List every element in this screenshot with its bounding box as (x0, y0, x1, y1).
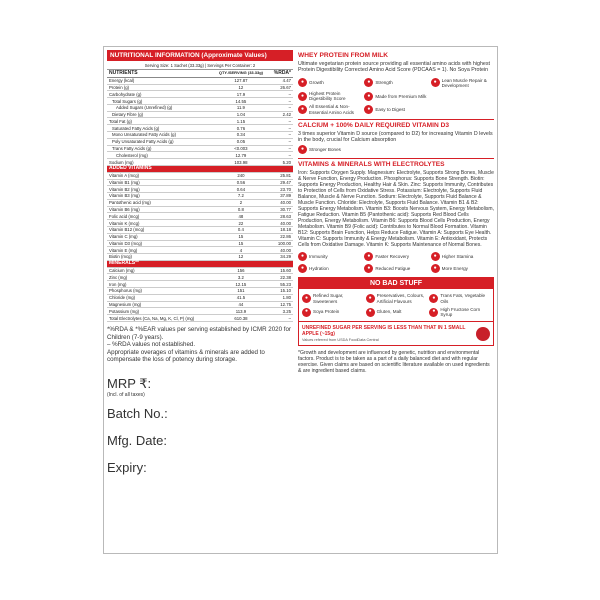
nutrient-rda: 40.00 (265, 220, 293, 227)
strength-icon: ● (364, 78, 373, 87)
no-trans-fat-icon: ● (429, 294, 438, 303)
nutrient-name: Calcium (mg) (107, 267, 217, 274)
nutrient-qty: 0.76 (217, 125, 265, 132)
nutrient-rda: – (265, 125, 293, 132)
table-row (107, 206, 293, 213)
table-row (107, 301, 293, 308)
nutrient-qty: 610.38 (217, 315, 265, 322)
nutrient-qty: 15 (217, 233, 265, 240)
fatigue-icon: ● (364, 264, 373, 273)
immunity-icon: ● (298, 252, 307, 261)
minerals-section (107, 260, 293, 267)
table-row (107, 199, 293, 206)
nutrient-rda: 22.86 (265, 233, 293, 240)
nutrient-rda: – (265, 152, 293, 159)
nutrient-name: Added Sugars (Unrefined) (g) (107, 104, 217, 111)
nutrient-qty: 12 (217, 84, 265, 91)
table-row (107, 118, 293, 125)
benefit-label: Higher Stamina (441, 254, 474, 260)
benefits-panel (298, 50, 494, 374)
benefit-label: All Essential & Non-Essential Amino Acids (309, 104, 354, 115)
nutrient-name: Vitamin B3 (mg) (107, 193, 217, 200)
table-row (107, 91, 293, 98)
nutrient-name: Poly Unsaturated Fatty Acids (g) (107, 138, 217, 145)
nutrient-qty: 1.15 (217, 118, 265, 125)
no-preservatives-icon: ● (366, 294, 375, 303)
vitamins-title: VITAMINS & MINERALS WITH ELECTROLYTES (298, 161, 445, 169)
stronger-bones (298, 145, 494, 154)
benefit-item (302, 307, 363, 317)
benefit-item (431, 264, 494, 273)
vitamins-section (107, 165, 293, 172)
no-hfcs-icon: ● (429, 308, 438, 317)
nutrient-rda: – (265, 118, 293, 125)
table-header (107, 70, 293, 77)
nutrient-qty: 7.2 (217, 193, 265, 200)
nutrient-rda: – (265, 91, 293, 98)
benefit-item (302, 293, 363, 303)
nutrient-qty: 103.98 (217, 159, 265, 166)
table-row (107, 98, 293, 105)
no-bad-stuff-title: NO BAD STUFF (299, 278, 493, 289)
nutrient-name: Vitamin K (mcg) (107, 220, 217, 227)
no-bad-stuff-box (298, 277, 494, 346)
calcium-text: 3 times superior Vitamin D source (compared to D2) for increasing Vitamin D levels in the body, crucial for Calcium absorption (298, 130, 493, 144)
benefit-item (431, 78, 494, 88)
nutrient-qty: 44 (217, 301, 265, 308)
nutrient-name: Vitamin A (mcg) (107, 172, 217, 179)
nutrient-name: Zinc (mg) (107, 274, 217, 281)
benefit-label: Trans Fats, Vegetable Oils (440, 293, 486, 304)
nutrient-name: Carbohydrate (g) (107, 91, 217, 98)
amino-icon: ● (298, 105, 307, 114)
benefit-item (366, 307, 427, 317)
nutrient-qty: 127.87 (217, 77, 265, 84)
table-row (107, 125, 293, 132)
nutrient-qty: 0.8 (217, 206, 265, 213)
nutrient-name: Vitamin B6 (mg) (107, 206, 217, 213)
table-row (107, 281, 293, 288)
benefit-item (431, 252, 494, 261)
table-row (107, 308, 293, 315)
minerals-section-label: MINERALS** (107, 260, 293, 267)
nutrient-rda: 5.20 (265, 159, 293, 166)
growth-icon: ● (298, 78, 307, 87)
nutrition-table (107, 70, 293, 322)
nutrient-qty: 41.5 (217, 294, 265, 301)
nutrition-title: NUTRITIONAL INFORMATION (Approximate Values) (107, 50, 293, 61)
milk-icon: ● (364, 92, 373, 101)
col-nutrients: NUTRIENTS (107, 70, 217, 77)
sugar-text: UNREFINED SUGAR PER SERVING IS LESS THAN THAT IN 1 SMALL APPLE (~15g) (302, 325, 466, 338)
nutrient-name: Vitamin B2 (mg) (107, 186, 217, 193)
note-na: – %RDA values not established. (107, 341, 196, 349)
table-row (107, 220, 293, 227)
table-row (107, 145, 293, 152)
energy-icon: ● (431, 264, 440, 273)
nutrient-rda: 28.63 (265, 213, 293, 220)
note-rda: *%RDA & *%EAR values per serving established by ICMR 2020 for Children (7-9 years). (107, 325, 291, 341)
table-row (107, 172, 293, 179)
nutrient-rda: 1.80 (265, 294, 293, 301)
benefit-label: Soya Protein (313, 309, 340, 315)
nutrient-name: Potassium (mg) (107, 308, 217, 315)
nutrient-qty: 4 (217, 247, 265, 254)
table-row (107, 111, 293, 118)
table-row (107, 226, 293, 233)
nutrient-rda: 40.00 (265, 199, 293, 206)
nutrient-qty: 240 (217, 172, 265, 179)
nutrient-rda: 34.29 (265, 254, 293, 261)
nutrient-qty: 0.05 (217, 138, 265, 145)
nutrient-qty: 11.9 (217, 104, 265, 111)
benefit-label: Faster Recovery (375, 254, 410, 260)
benefit-label: Reduced Fatigue (375, 266, 411, 272)
benefit-label: Hydration (309, 266, 329, 272)
mfg-date-field: Mfg. Date: (107, 432, 167, 448)
table-row (107, 179, 293, 186)
benefit-item (366, 293, 427, 303)
recovery-icon: ● (364, 252, 373, 261)
nutrition-notes (107, 326, 293, 364)
nutrient-name: Dietary Fibre (g) (107, 111, 217, 118)
nutrient-rda: – (265, 315, 293, 322)
nutrient-name: Pantothenic acid (mg) (107, 199, 217, 206)
benefit-item (364, 264, 427, 273)
table-row (107, 288, 293, 295)
table-row (107, 213, 293, 220)
nutrient-qty: 15 (217, 240, 265, 247)
apple-icon (476, 327, 490, 341)
benefit-label: Easy to Digest (375, 107, 405, 112)
whey-icons (298, 78, 494, 115)
whey-text: Ultimate vegetarian protein source providing all essential amino acids with highest Protein Digestibility Corrected Amino Acid Score (PDCAAS = 1). No Soya Protein (298, 61, 490, 74)
stamina-icon: ● (431, 252, 440, 261)
nutrient-rda: – (265, 132, 293, 139)
benefit-label: Lean Muscle Repair & Development (441, 77, 487, 88)
nutrient-rda: 3.25 (265, 308, 293, 315)
benefit-item (298, 264, 361, 273)
nutrient-qty: 1.04 (217, 111, 265, 118)
batch-field: Batch No.: (107, 405, 168, 421)
nutrient-rda: 4.47 (265, 77, 293, 84)
stronger-bones-label: Stronger Bones (309, 147, 341, 153)
nutrient-rda: – (265, 138, 293, 145)
nutrient-name: Protein (g) (107, 84, 217, 91)
nutrient-qty: 0.34 (217, 132, 265, 139)
bones-icon: ● (298, 145, 307, 154)
nutrient-qty: 48 (217, 213, 265, 220)
nutrient-name: Total Fat (g) (107, 118, 217, 125)
whey-title: WHEY PROTEIN FROM MILK (298, 52, 388, 59)
benefit-item (429, 293, 490, 303)
nutrient-name: Vitamin C (mg) (107, 233, 217, 240)
nutrient-name: Mono Unsaturated Fatty Acids (g) (107, 132, 217, 139)
nutrient-qty: 22 (217, 220, 265, 227)
nutrient-name: Phosphorus (mg) (107, 288, 217, 295)
table-row (107, 274, 293, 281)
nutrient-qty: 12 (217, 254, 265, 261)
nutrient-qty: 12.79 (217, 152, 265, 159)
divider (298, 119, 494, 120)
mrp-label: MRP ₹: (107, 375, 152, 391)
table-row (107, 240, 293, 247)
benefit-label: Preservatives, Colours, Artificial Flavours (376, 293, 425, 304)
benefit-item (364, 252, 427, 261)
sugar-source: Values referred from USDA FoodData Central (302, 338, 379, 343)
sugar-callout (299, 321, 493, 345)
calcium-title: CALCIUM + 100% DAILY REQUIRED VITAMIN D3 (298, 121, 450, 129)
benefit-label: Refined Sugar, Sweeteners (313, 293, 344, 304)
nutrient-name: Trans Fatty Acids (g) (107, 145, 217, 152)
nutrient-name: Biotin (mcg) (107, 254, 217, 261)
benefit-label: Highest Protein Digestibility Score (309, 91, 346, 102)
nutrient-name: Total Electrolytes (Ca, Na, Mg, K, Cl, P) (mg) (107, 315, 217, 322)
benefit-item (298, 252, 361, 261)
serving-info: Serving Size: 1 Sachet (33.33g) | Servings Per Container: 2 (107, 61, 293, 70)
table-row (107, 315, 293, 322)
mrp-field (107, 376, 293, 398)
nutrient-name: Total Sugars (g) (107, 98, 217, 105)
nutrient-rda: 37.89 (265, 193, 293, 200)
benefit-item (364, 104, 427, 114)
no-bad-stuff-grid (299, 289, 493, 321)
vitamins-section-label: ADDED VITAMINS (107, 165, 293, 172)
nutrient-rda: 55.23 (265, 281, 293, 288)
note-overage: Appropriate overages of vitamins & minerals are added to compensate the loss of potency during storage. (107, 348, 265, 364)
expiry-field: Expiry: (107, 459, 147, 475)
nutrient-name: Magnesium (mg) (107, 301, 217, 308)
benefit-label: Made from Premium Milk (375, 93, 427, 99)
nutrition-panel (107, 50, 293, 475)
nutrient-rda: 18.18 (265, 226, 293, 233)
nutrient-qty: 0.64 (217, 186, 265, 193)
nutrient-qty: 0.56 (217, 179, 265, 186)
nutrient-rda: 30.77 (265, 206, 293, 213)
nutrient-name: Cholesterol (mg) (107, 152, 217, 159)
nutrient-name: Vitamin D3 (mcg) (107, 240, 217, 247)
vitamin-icons (298, 252, 494, 273)
table-row (107, 84, 293, 91)
nutrient-qty: 17.9 (217, 91, 265, 98)
nutrient-qty: 0.4 (217, 226, 265, 233)
no-sugar-icon: ● (302, 294, 311, 303)
nutrient-name: Energy (kcal) (107, 77, 217, 84)
footer-disclaimer: *Growth and development are influenced by genetic, nutrition and environmental factors. Product is to be taken as a part of a daily balanced diet and with regular exercise. Given claims are based on scientific literature available on used ingredients & are ingredient based claims. (298, 350, 490, 375)
nutrient-qty: <0.003 (217, 145, 265, 152)
nutrient-rda: 2.42 (265, 111, 293, 118)
benefit-item (298, 91, 361, 101)
table-row (107, 193, 293, 200)
mrp-note: (Incl. of all taxes) (107, 391, 145, 398)
benefit-label: Gluten, Malt (376, 309, 402, 315)
col-qty: QTY./SERVING (33.33g) (218, 70, 263, 76)
nutrient-qty: 113.9 (217, 308, 265, 315)
hydration-icon: ● (298, 264, 307, 273)
nutrient-rda: – (265, 104, 293, 111)
nutrient-rda: 40.00 (265, 247, 293, 254)
nutrient-rda: 25.81 (265, 172, 293, 179)
protein-icon: ● (298, 92, 307, 101)
nutrient-rda: 15.60 (265, 267, 293, 274)
benefit-item (298, 78, 361, 88)
nutrient-name: Vitamin B1 (mg) (107, 179, 217, 186)
table-row (107, 186, 293, 193)
benefit-label: More Energy (441, 266, 468, 272)
nutrient-rda: 15.10 (265, 288, 293, 295)
nutrient-name: Vitamin B12 (mcg) (107, 226, 217, 233)
benefit-item (364, 91, 427, 101)
table-row (107, 132, 293, 139)
benefit-label: Strength (375, 80, 393, 86)
nutrient-name: Folic acid (mcg) (107, 213, 217, 220)
table-row (107, 104, 293, 111)
table-row (107, 267, 293, 274)
nutrient-qty: 12.15 (217, 281, 265, 288)
table-row (107, 138, 293, 145)
table-row (107, 233, 293, 240)
nutrient-name: Saturated Fatty Acids (g) (107, 125, 217, 132)
benefit-label: High Fructose Corn Syrup (440, 306, 481, 318)
no-gluten-icon: ● (366, 308, 375, 317)
nutrient-name: Vitamin E (mg) (107, 247, 217, 254)
nutrient-rda: – (265, 98, 293, 105)
nutrient-rda: 29.47 (265, 179, 293, 186)
benefit-item (298, 104, 361, 114)
table-row (107, 247, 293, 254)
benefit-label: Immunity (309, 254, 328, 260)
nutrient-name: Chloride (mg) (107, 294, 217, 301)
benefit-item (431, 91, 494, 101)
nutrient-name: Sodium (mg) (107, 159, 217, 166)
table-row (107, 294, 293, 301)
table-row (107, 77, 293, 84)
nutrient-qty: 2 (217, 199, 265, 206)
nutrient-qty: 151 (217, 288, 265, 295)
nutrient-rda: 100.00 (265, 240, 293, 247)
col-rda: %RDA* (265, 70, 293, 77)
muscle-icon: ● (431, 78, 440, 87)
table-row (107, 152, 293, 159)
digest-icon: ● (364, 105, 373, 114)
vitamins-text: Iron: Supports Oxygen Supply. Magnesium: Electrolyte, Supports Strong Bones, Muscle & Nerve Function, Energy Production. Phosphorus: Supports Bone Strength. Biotin: Supports Energy Production, Healthy Hair & Skin. Zinc: Supports Immunity, Contributes to Protection of Cells from Oxidative Stress. Potassium: Electrolyte, Supports Fluid Balance, Muscle & Nerve Function. Sodium: Electrolyte, Supports Fluid Balance & Muscle Function. Chloride: Electrolyte, Supports Fluid Balance. Vitamin B1 & B2: Supports Energy Metabolism. Vitamin B3: Boosts Nervous System, Energy Metabolism, Fatigue Reduction. Vitamin B5 (Pantothenic acid): Supports Red Blood Cells Production, Energy Metabolism. Vitamin B6: Supports Blood Cells Production, Energy Metabolism. Vitamin B9 (Folic acid): Contributes to Normal Blood Formation. Vitamin B12: Supports Brain Function, Helps Reduce Fatigue. Vitamin A: Supports Eye Health. Vitamin C: Supports Immunity & Energy Metabolism. Vitamin E: Antioxidant, Protects Cells from Oxidative Damage. Vitamin K: Supports Maintenance of Normal Bones. (298, 170, 494, 249)
divider (298, 158, 494, 159)
nutrient-qty: 3.2 (217, 274, 265, 281)
benefit-item (429, 307, 490, 317)
nutrient-qty: 14.55 (217, 98, 265, 105)
nutrient-qty: 156 (217, 267, 265, 274)
nutrient-rda: 12.75 (265, 301, 293, 308)
nutrient-rda: 26.67 (265, 84, 293, 91)
benefit-item (364, 78, 427, 88)
benefit-label: Growth (309, 80, 324, 86)
nutrient-rda: – (265, 145, 293, 152)
no-soya-icon: ● (302, 308, 311, 317)
nutrient-rda: 22.38 (265, 274, 293, 281)
nutrient-name: Iron (mg) (107, 281, 217, 288)
nutrient-rda: 23.70 (265, 186, 293, 193)
